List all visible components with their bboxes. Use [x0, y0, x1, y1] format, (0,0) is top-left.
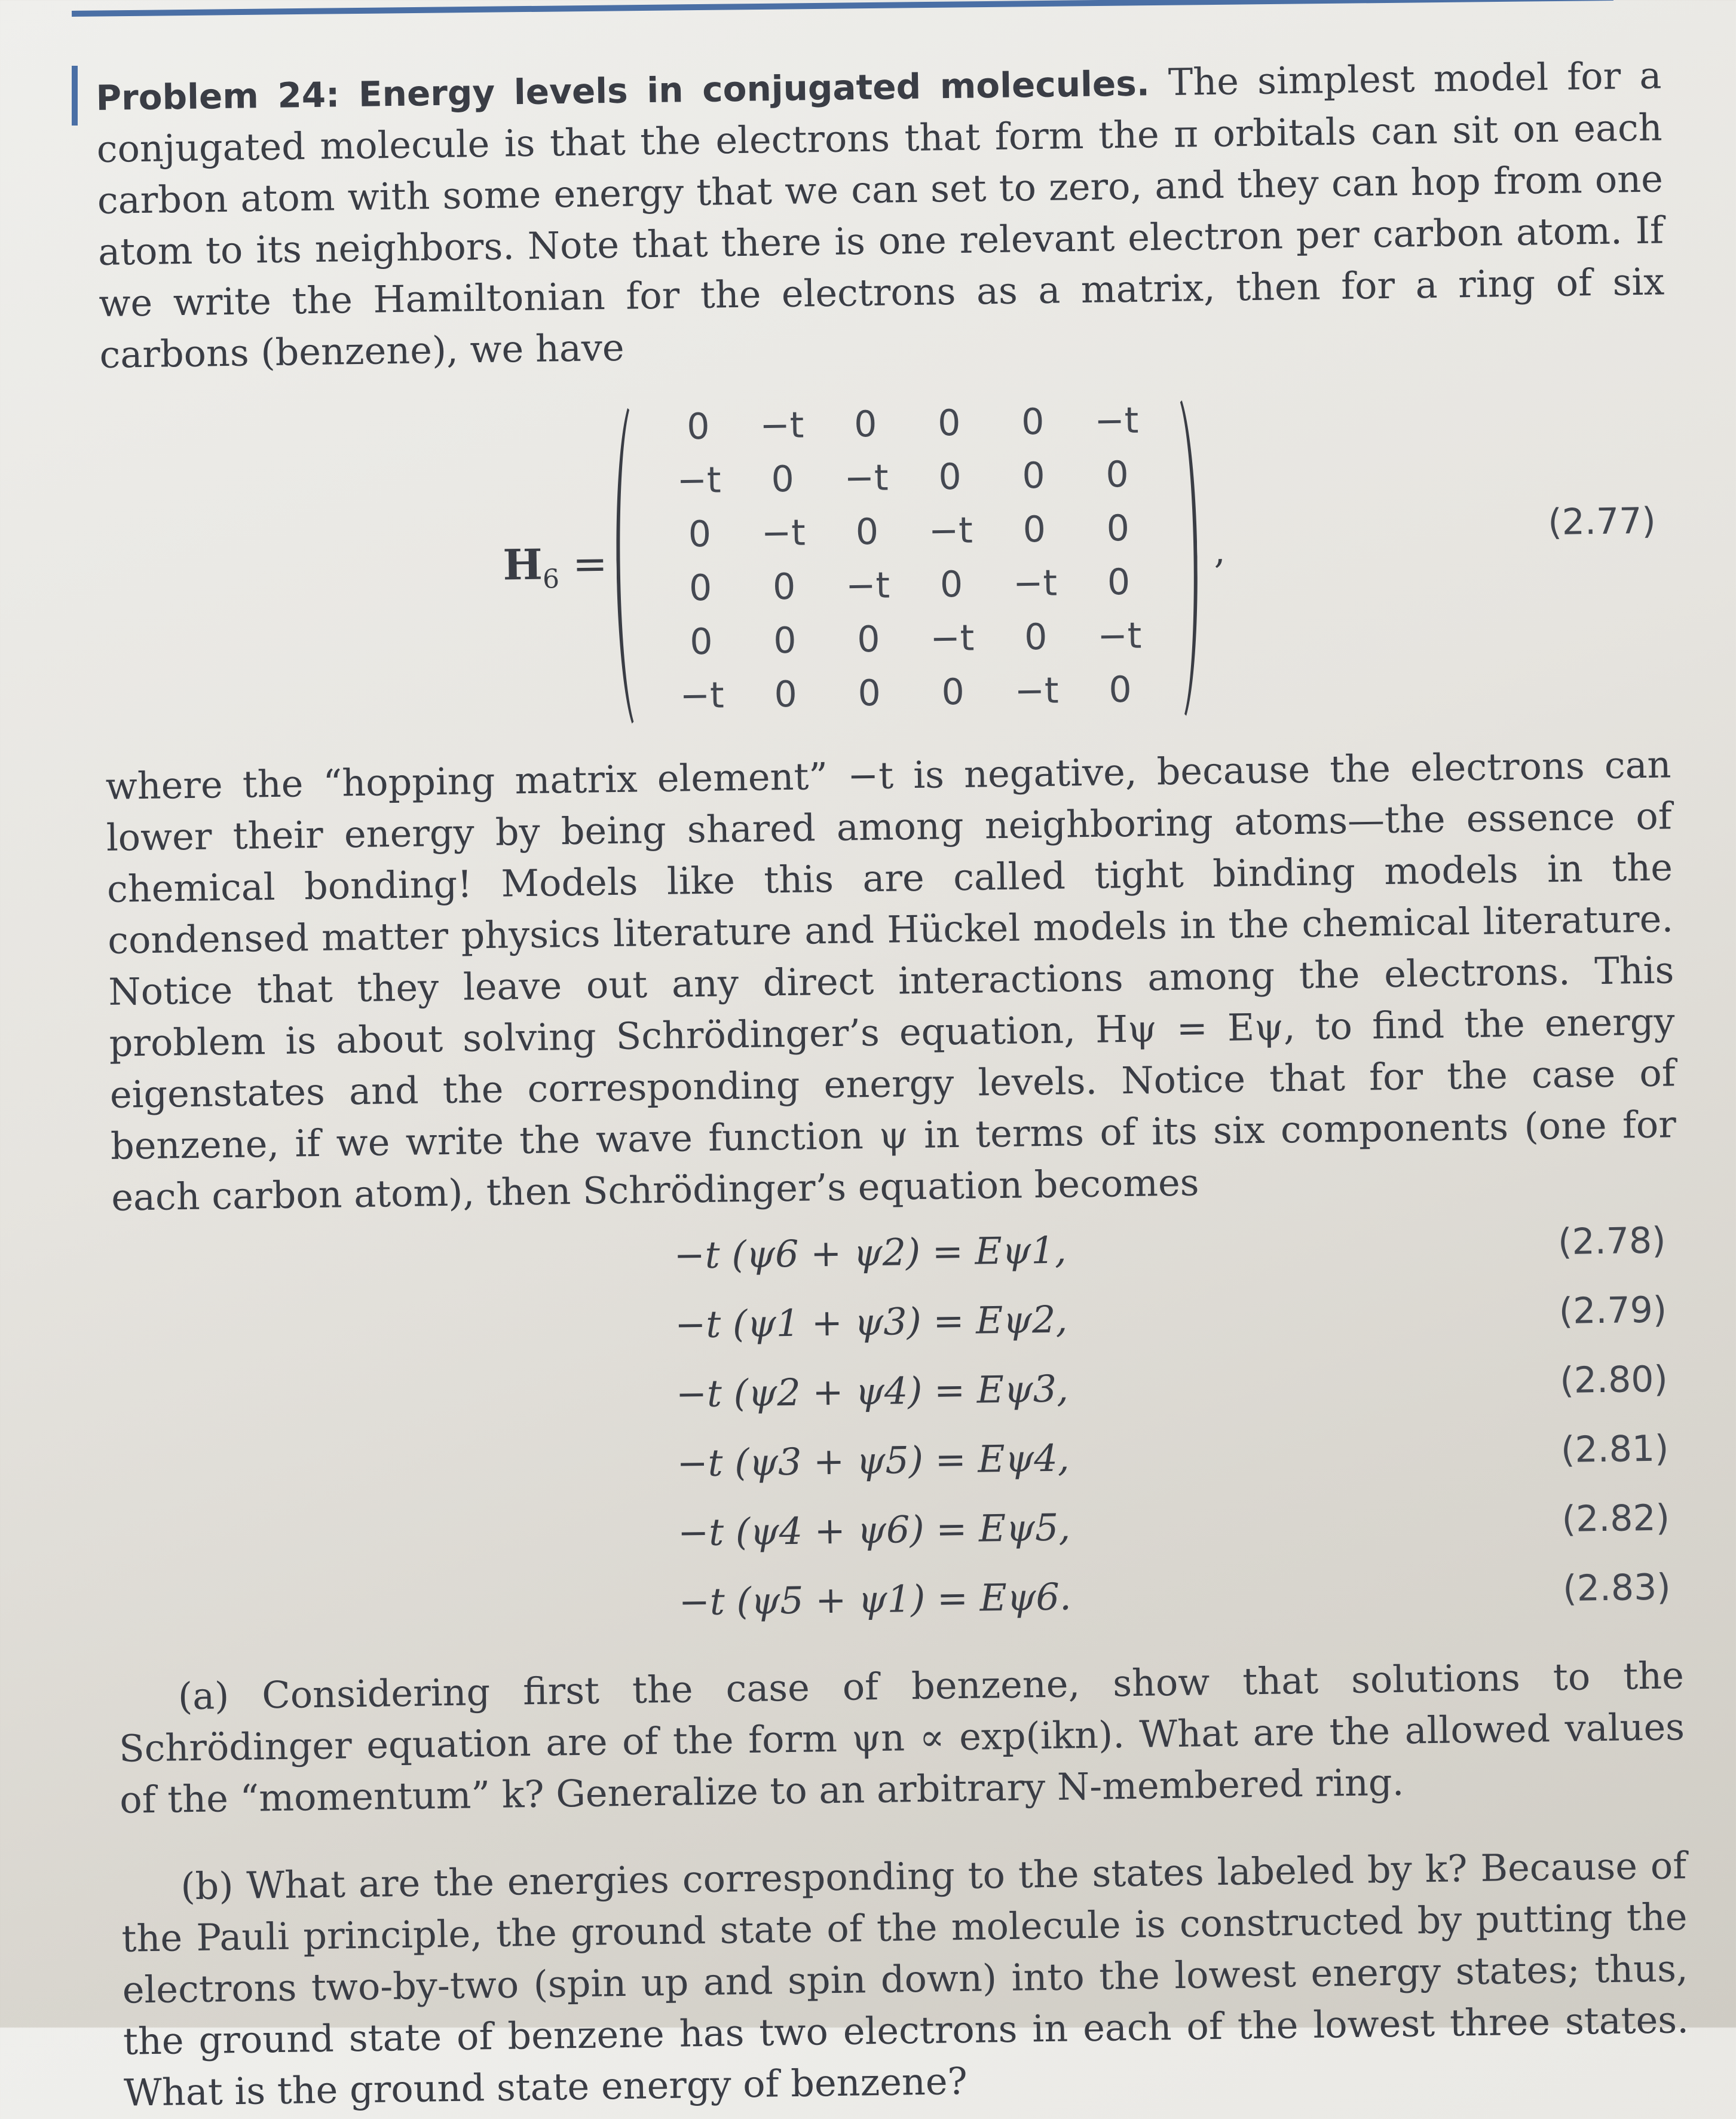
matrix-cell: 0	[1022, 454, 1046, 497]
left-parenthesis	[614, 395, 662, 737]
equation-text: −t (ψ1 + ψ3) = Eψ2,	[674, 1297, 1068, 1347]
matrix-cell: 0	[858, 672, 881, 715]
matrix-cell: 0	[688, 567, 712, 610]
matrix-cell: −t	[1014, 669, 1060, 713]
matrix-cell: 0	[939, 563, 963, 606]
matrix-cell: 0	[1024, 616, 1048, 659]
header-rule	[72, 0, 1613, 17]
matrix-cell: −t	[929, 617, 975, 660]
matrix-cell: −t	[1094, 399, 1139, 442]
matrix-cell: −t	[1012, 562, 1058, 605]
matrix-cell: 0	[771, 458, 795, 501]
textbook-page	[96, 50, 1689, 2115]
matrix-cell: −t	[679, 674, 725, 717]
problem-intro-text: The simplest model for a conjugated molecule is that the electrons that form the π orbitals can sit on each carbon atom with some energy that we can set to zero, and they can hop from one atom to its neighbors. Note that there is one relevant electron per carbon atom. If we write the Hamiltonian for the electrons as a matrix, then for a ring of six carbons (benzene), we have	[96, 53, 1665, 377]
equation-number: (2.80)	[1559, 1358, 1668, 1402]
matrix-cell: −t	[761, 512, 806, 555]
matrix-cell: 0	[1021, 400, 1045, 444]
matrix-cell: −t	[759, 404, 804, 447]
matrix-cell: 0	[1106, 507, 1130, 550]
matrix-cell: 0	[941, 671, 965, 714]
matrix-cell: 0	[856, 618, 880, 661]
matrix-equals: =	[572, 539, 608, 589]
equation-number-2-77: (2.77)	[1547, 500, 1657, 544]
matrix-label	[503, 539, 608, 595]
matrix-cell: −t	[928, 509, 973, 552]
part-a: (a) Considering first the case of benzene, show that solutions to the Schrödinger equation are of the form ψn ∝ exp(ikn). What are the allowed values of the “momentum” k? Generalize to an arbitrary N-membered ring.	[118, 1653, 1685, 1822]
matrix-cell: −t	[844, 457, 889, 500]
equation-number: (2.78)	[1557, 1219, 1667, 1264]
matrix-cell: 0	[1107, 561, 1131, 604]
matrix-cell: 0	[855, 510, 879, 554]
problem-marker-bar	[72, 66, 78, 126]
equation-text: −t (ψ4 + ψ6) = Eψ5,	[677, 1505, 1071, 1555]
matrix-cell: −t	[1097, 614, 1142, 658]
matrix-cell: 0	[774, 673, 798, 716]
equation-number: (2.81)	[1560, 1427, 1669, 1471]
equation-text: −t (ψ5 + ψ1) = Eψ6.	[678, 1574, 1072, 1624]
matrix-cell: 0	[1109, 668, 1132, 711]
problem-title: Problem 24: Energy levels in conjugated molecules.	[96, 63, 1150, 118]
equation-text: −t (ψ2 + ψ4) = Eψ3,	[675, 1366, 1069, 1416]
matrix-cell: 0	[1105, 453, 1129, 496]
matrix-label-symbol: H	[503, 539, 543, 590]
equation-text: −t (ψ3 + ψ5) = Eψ4,	[676, 1436, 1070, 1485]
equation-number: (2.79)	[1559, 1289, 1667, 1333]
problem-intro-paragraph	[96, 50, 1665, 381]
equation-number: (2.83)	[1562, 1566, 1671, 1610]
matrix-cell: 0	[853, 403, 877, 446]
matrix-cell: 0	[686, 405, 710, 448]
matrix-cell: −t	[676, 459, 722, 502]
equation-text: −t (ψ6 + ψ2) = Eψ1,	[673, 1228, 1067, 1277]
hamiltonian-matrix-equation	[100, 380, 1671, 737]
body-paragraph: where the “hopping matrix element” −t is negative, because the electrons can lower their energy by being shared among neighboring atoms—the essence of chemical bonding! Models like this are called tight binding models in the condensed matter physics literature and Hückel models in the chemical literature. Notice that they leave out any direct interactions among the electrons. This problem is about solving Schrödinger’s equation, Hψ = Eψ, to find the energy eigenstates and the corresponding energy levels. Notice that for the case of benzene, if we write the wave function ψ in terms of its six components (one for each carbon atom), then Schrödinger’s equation becomes	[105, 742, 1677, 1219]
schrodinger-equations	[112, 1219, 1683, 1660]
matrix-grid	[656, 393, 1162, 723]
matrix-cell: 0	[688, 513, 712, 556]
matrix-cell: 0	[772, 565, 796, 609]
matrix-cell: 0	[1022, 508, 1046, 551]
equation-number: (2.82)	[1562, 1497, 1670, 1540]
matrix-label-subscript: 6	[542, 564, 560, 595]
matrix-comma: ,	[1213, 530, 1226, 572]
matrix-cell: 0	[689, 620, 713, 663]
matrix-cell: 0	[938, 455, 962, 499]
matrix-cell: 0	[773, 619, 797, 662]
matrix-cell: 0	[937, 402, 961, 445]
part-b: (b) What are the energies corresponding to the states labeled by k? Because of the Pauli principle, the ground state of the molecule is constructed by putting the electrons two-by-two (spin up and spin down) into the lowest energy states; thus, the ground state of benzene has two electrons in each of the lowest three states. What is the ground state energy of benzene?	[121, 1843, 1689, 2115]
matrix-cell: −t	[845, 564, 890, 607]
